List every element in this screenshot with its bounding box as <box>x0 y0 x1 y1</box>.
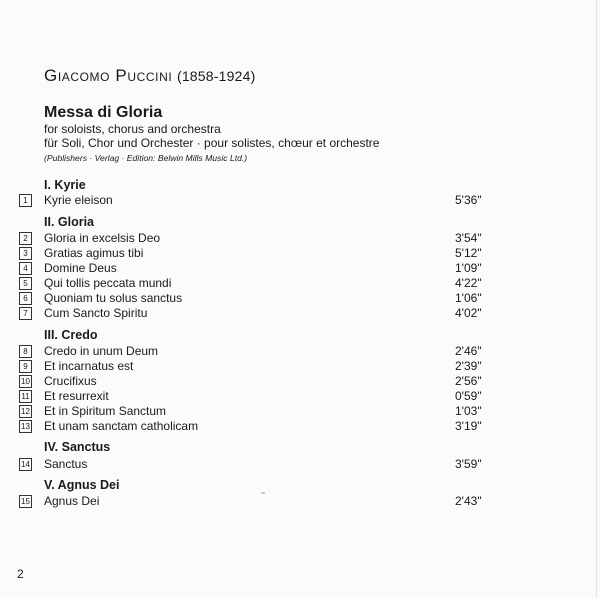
track-title: Domine Deus <box>44 261 117 275</box>
track-row <box>0 405 600 420</box>
track-row <box>0 375 600 390</box>
track-row <box>0 247 600 262</box>
composer-heading <box>44 66 255 86</box>
track-title: Et resurrexit <box>44 389 109 403</box>
track-duration: 2'43" <box>455 494 482 508</box>
track-duration: 5'12" <box>455 246 482 260</box>
track-number: 12 <box>19 405 32 418</box>
track-duration: 1'03" <box>455 404 482 418</box>
track-duration: 3'54" <box>455 231 482 245</box>
track-number: 2 <box>19 232 32 245</box>
track-duration: 0'59" <box>455 389 482 403</box>
section-title-agnus-dei: V. Agnus Dei <box>44 478 120 492</box>
track-title: Quoniam tu solus sanctus <box>44 291 183 305</box>
publisher-note: (Publishers · Verlag · Edition: Belwin Mills Music Ltd.) <box>44 153 248 163</box>
track-number: 10 <box>19 375 32 388</box>
track-row <box>0 277 600 292</box>
track-number: 7 <box>19 307 32 320</box>
track-title: Crucifixus <box>44 374 97 388</box>
track-number: 11 <box>19 390 32 403</box>
track-duration: 1'09" <box>455 261 482 275</box>
track-row <box>0 390 600 405</box>
section-title-kyrie: I. Kyrie <box>44 178 86 192</box>
track-duration: 3'19" <box>455 419 482 433</box>
track-duration: 2'56" <box>455 374 482 388</box>
track-row <box>0 458 600 473</box>
track-row <box>0 262 600 277</box>
track-row <box>0 232 600 247</box>
work-subtitle-german-french: für Soli, Chor und Orchester · pour solistes, chœur et orchestre <box>44 136 380 150</box>
track-duration: 4'02" <box>455 306 482 320</box>
track-duration: 2'46" <box>455 344 482 358</box>
track-title: Agnus Dei <box>44 494 100 508</box>
page-number: 2 <box>17 567 24 581</box>
track-number: 5 <box>19 277 32 290</box>
track-title: Qui tollis peccata mundi <box>44 276 172 290</box>
track-title: Credo in unum Deum <box>44 344 159 358</box>
track-row <box>0 360 600 375</box>
track-title: Cum Sancto Spiritu <box>44 306 148 320</box>
track-number: 6 <box>19 292 32 305</box>
track-title: Et incarnatus est <box>44 359 134 373</box>
track-row <box>0 345 600 360</box>
track-duration: 3'59" <box>455 457 482 471</box>
work-subtitle-english: for soloists, chorus and orchestra <box>44 122 221 136</box>
track-number: 13 <box>19 420 32 433</box>
track-number: 15 <box>19 495 32 508</box>
track-number: 1 <box>19 194 32 207</box>
track-title: Gloria in excelsis Deo <box>44 231 161 245</box>
track-row <box>0 420 600 435</box>
track-duration: 1'06" <box>455 291 482 305</box>
track-duration: 4'22" <box>455 276 482 290</box>
track-row <box>0 495 600 510</box>
track-row <box>0 194 600 209</box>
track-title: Et unam sanctam catholicam <box>44 419 199 433</box>
track-row <box>0 292 600 307</box>
section-title-credo: III. Credo <box>44 328 98 342</box>
track-number: 8 <box>19 345 32 358</box>
track-title: Kyrie eleison <box>44 193 113 207</box>
track-title: Sanctus <box>44 457 88 471</box>
track-title: Et in Spiritum Sanctum <box>44 404 167 418</box>
track-title: Gratias agimus tibi <box>44 246 144 260</box>
track-duration: 2'39" <box>455 359 482 373</box>
composer-name: Giacomo Puccini <box>44 66 173 85</box>
scan-mark <box>261 492 265 494</box>
track-duration: 5'36" <box>455 193 482 207</box>
section-title-gloria: II. Gloria <box>44 215 95 229</box>
composer-dates: (1858-1924) <box>176 68 256 84</box>
track-number: 9 <box>19 360 32 373</box>
section-title-sanctus: IV. Sanctus <box>44 440 111 454</box>
track-row <box>0 307 600 322</box>
track-number: 4 <box>19 262 32 275</box>
track-number: 3 <box>19 247 32 260</box>
work-title: Messa di Gloria <box>44 104 163 121</box>
track-number: 14 <box>19 458 32 471</box>
